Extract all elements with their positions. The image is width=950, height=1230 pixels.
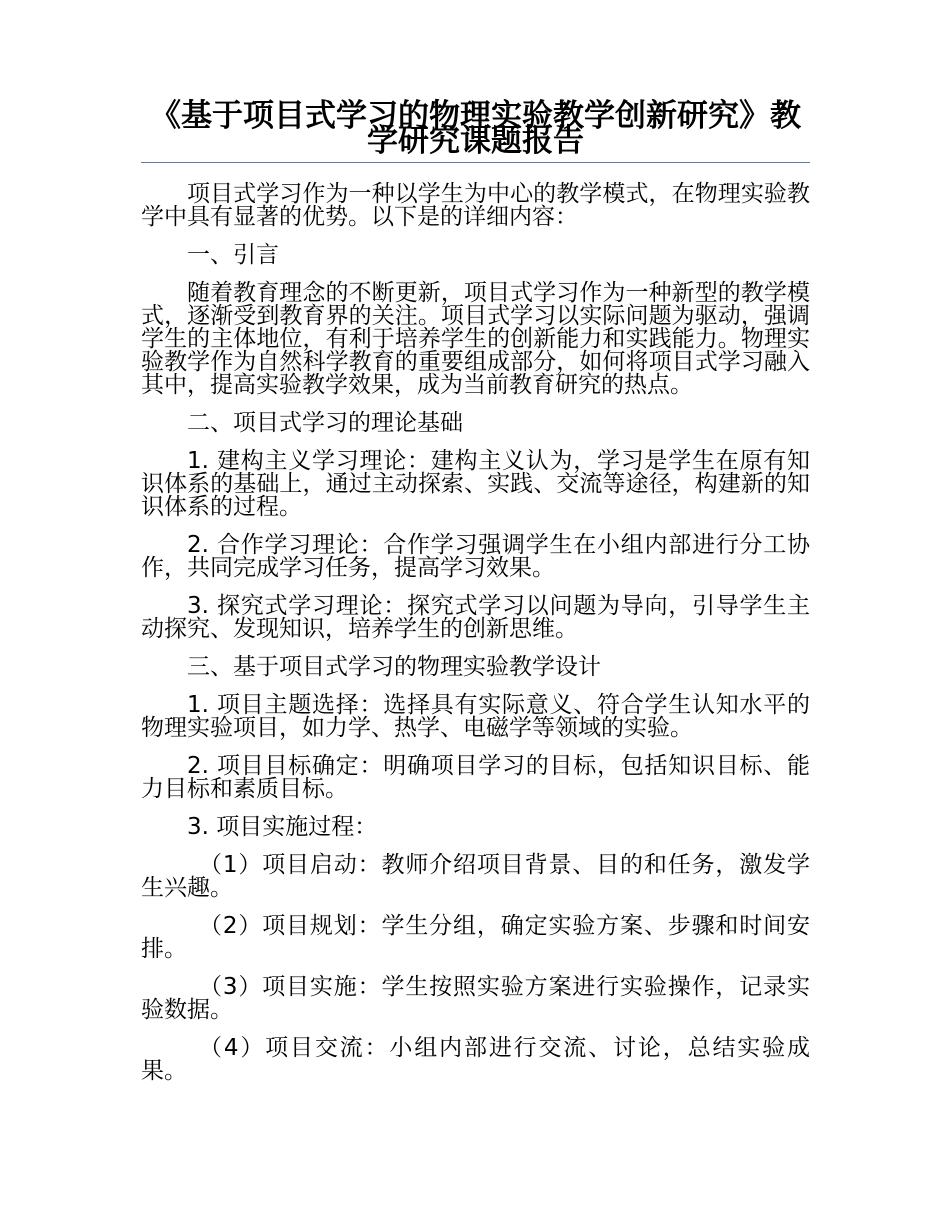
- document-title: 《基于项目式学习的物理实验教学创新研究》教学研究课题报告: [150, 98, 801, 159]
- introduction-paragraph: 随着教育理念的不断更新，项目式学习作为一种新型的教学模式，逐渐受到教育界的关注。项目式学习以实际问题为驱动，强调学生的主体地位，有利于培养学生的创新能力和实践能力。物理实验教学作为自然科学教育的重要组成部分，如何将项目式学习融入其中，提高实验教学效果，成为当前教育研究的热点。: [141, 280, 810, 398]
- section-heading-theory: 二、项目式学习的理论基础: [187, 410, 463, 436]
- section-heading-introduction: 一、引言: [187, 242, 279, 268]
- section-heading-design: 三、基于项目式学习的物理实验教学设计: [187, 654, 601, 680]
- document-page: [141, 98, 810, 1098]
- process-step-launch: （1）项目启动：教师介绍项目背景、目的和任务，激发学生兴趣。: [141, 852, 810, 901]
- design-item-process: 3. 项目实施过程：: [187, 814, 378, 840]
- design-item-goals: 2. 项目目标确定：明确项目学习的目标，包括知识目标、能力目标和素质目标。: [141, 753, 810, 802]
- title-divider: [141, 162, 810, 163]
- theory-item-constructivism: 1. 建构主义学习理论：建构主义认为，学习是学生在原有知识体系的基础上，通过主动探索、实践、交流等途径，构建新的知识体系的过程。: [141, 448, 810, 520]
- process-step-exchange: （4）项目交流：小组内部进行交流、讨论，总结实验成果。: [141, 1035, 810, 1084]
- intro-paragraph: 项目式学习作为一种以学生为中心的教学模式，在物理实验教学中具有显著的优势。以下是的详细内容：: [141, 181, 810, 230]
- process-step-planning: （2）项目规划：学生分组，确定实验方案、步骤和时间安排。: [141, 913, 810, 962]
- design-item-topic: 1. 项目主题选择：选择具有实际意义、符合学生认知水平的物理实验项目，如力学、热学、电磁学等领域的实验。: [141, 692, 810, 741]
- process-step-implementation: （3）项目实施：学生按照实验方案进行实验操作，记录实验数据。: [141, 974, 810, 1023]
- theory-item-cooperative: 2. 合作学习理论：合作学习强调学生在小组内部进行分工协作，共同完成学习任务，提高学习效果。: [141, 532, 810, 581]
- theory-item-inquiry: 3. 探究式学习理论：探究式学习以问题为导向，引导学生主动探究、发现知识，培养学生的创新思维。: [141, 593, 810, 642]
